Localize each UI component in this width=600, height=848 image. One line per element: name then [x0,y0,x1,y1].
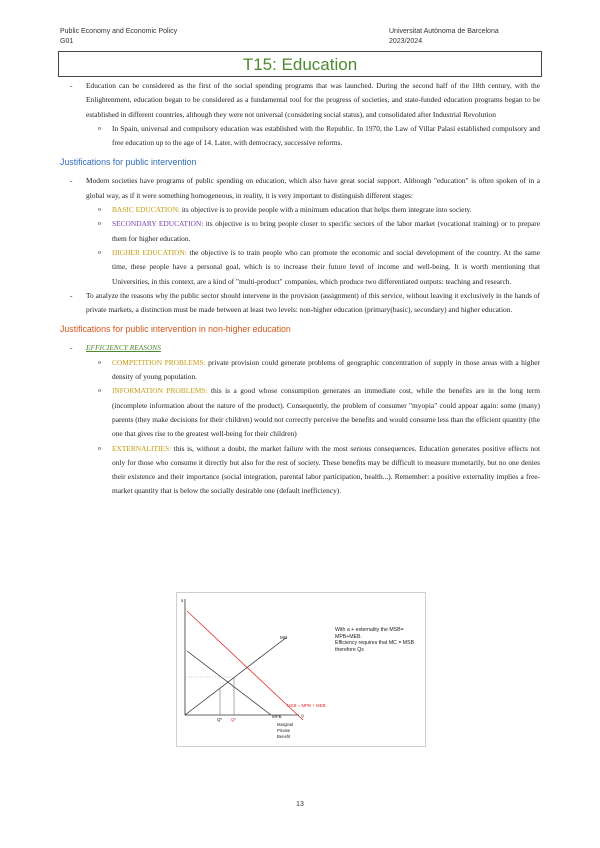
stages-paragraph [60,174,540,203]
msb-label: MSB = MPB + MEB [287,703,326,708]
dash-bullet: - [70,176,73,186]
mc-label: MC [280,635,288,640]
circle-bullet: o [98,445,101,452]
circle-bullet: o [98,249,101,256]
university-name: Universitat Autònoma de Barcelona [389,28,499,35]
academic-year: 2023/2024 [389,37,423,45]
intro-sub-paragraph [60,122,540,151]
section-heading-non-higher: Justifications for public intervention in non-higher education [60,324,291,335]
secondary-education-item [60,217,540,246]
mpb-line [187,651,271,715]
header-right [389,27,499,46]
dash-bullet: - [70,343,73,353]
section-heading-public-intervention: Justifications for public intervention [60,157,197,168]
circle-bullet: o [98,221,101,228]
document-body [60,79,540,499]
chart-note [335,627,421,653]
msb-line [187,611,303,720]
secondary-education-text: its objective is to bring people closer to specific sectors of the labor market (vocational training) or to prepare them for higher education. [112,219,540,243]
basic-education-item [60,203,540,217]
header-left [60,27,177,46]
externalities-text: this is, without a doubt, the market failure with the most serious consequences. Education generates positive effects not only for those who consume it directly but also for the rest of society. These benefits may be difficult to measure monetarily, but no one denies their existence and their importance (social integration, parental labor participation, health...). Remember: a positive externality implies a free-market quantity that is below the socially desirable one (default inefficiency). [112,443,540,496]
marginal-label: Marginal [277,722,294,727]
course-name: Public Economy and Economic Policy [60,28,178,35]
dash-bullet: - [70,81,73,90]
circle-bullet: o [98,388,101,395]
higher-education-item [60,246,540,289]
benefit-label: Benefit [277,734,291,739]
intro-text: Education can be considered as the first of the social spending programs that was launched. During the second half of the 18th century, with the Enlightenment, education began to be considered as a fundamental tool for the progress of societies, and state-funded education programs began to be established in different countries, although they were not universal (considering social status), and consolidated after Industrial Revolution [86,81,540,119]
efficiency-reasons-label: EFFICIENCY REASONS [86,343,161,353]
circle-bullet: o [98,359,101,366]
analysis-text: To analyze the reasons why the public sector should intervene in the provision (assignment) of this service, without leaving it exclusively in the hands of private markets, a distinction must be made between at least two levels: non-higher education (primary(basic), secondary) and higher education. [86,290,540,315]
chart-note-line: MPB+MEB. [335,633,362,640]
circle-bullet: o [98,207,101,214]
mpb-label: MPB [272,714,282,719]
externalities-label: EXTERNALITIES: [112,443,172,453]
intro-sub-text: In Spain, universal and compulsory education was established with the Republic. In 1970, the Law of Villar Palasí established compulsory and free education up to the age of 14. Later, with democracy, successive reforms. [112,123,540,148]
private-label: Private [277,728,291,733]
externality-chart [176,592,426,747]
information-problems-label: INFORMATION PROBLEMS: [112,386,208,396]
competition-problems-label: COMPETITION PROBLEMS: [112,357,206,367]
chart-note-line: Efficiency requires that MC = MSB [335,640,415,647]
information-problems-text: this is a good whose consumption generates an immediate cost, while the benefits are in the long term (incomplete information about the nature of the product). Consequently, the problem of consumer "myopia" could appear again: some (many) parents (they make decisions for their children) would not correctly perceive the benefits and would consume less than the efficient quantity (the one that gives rise to the greatest well-being for their children) [112,386,540,439]
competition-problems-text: private provision could generate problems of geographic concentration of supply in those areas with a higher density of young population. [112,357,540,382]
higher-education-text: the objective is to train people who can promote the economic and social development of the country. At the same time, these people have a personal goal, which is to increase their future level of income and well-being. It is worth mentioning that Universities, in this context, are a kind of "multi-product" companies, which produce two differentiated outputs: teaching and research. [112,247,540,286]
q-social-label: Q* [231,717,237,722]
mc-line [185,637,287,715]
basic-education-text: its objective is to provide people with a minimum education that helps them integrate into society. [179,205,472,215]
page-title: T15: Education [58,51,542,77]
competition-problems-item [60,356,540,385]
chart-svg [177,593,425,746]
chart-note-line: therefore Qs [335,646,364,653]
x-axis-label: Q [301,713,305,718]
group-code: G01 [60,37,74,45]
q-star-label: Q* [217,717,223,722]
externalities-item [60,442,540,499]
higher-education-label: HIGHER EDUCATION: [112,247,187,257]
intro-paragraph [60,79,540,122]
efficiency-reasons-item [60,341,540,355]
secondary-education-label: SECONDARY EDUCATION: [112,219,204,229]
information-problems-item [60,384,540,441]
y-axis-label: $ [181,598,184,603]
page-number: 13 [296,801,304,808]
analysis-paragraph [60,289,540,318]
dash-bullet: - [70,290,73,300]
stages-text: Modern societies have programs of public spending on education, which also have great social support. Although "education" is often spoken of in a global way, as if it were something homogeneous, in reality, it is very important to distinguish different stages: [86,176,540,200]
circle-bullet: o [98,125,101,132]
basic-education-label: BASIC EDUCATION: [112,205,180,215]
chart-note-line: With a + externality the MSB= [335,627,404,633]
